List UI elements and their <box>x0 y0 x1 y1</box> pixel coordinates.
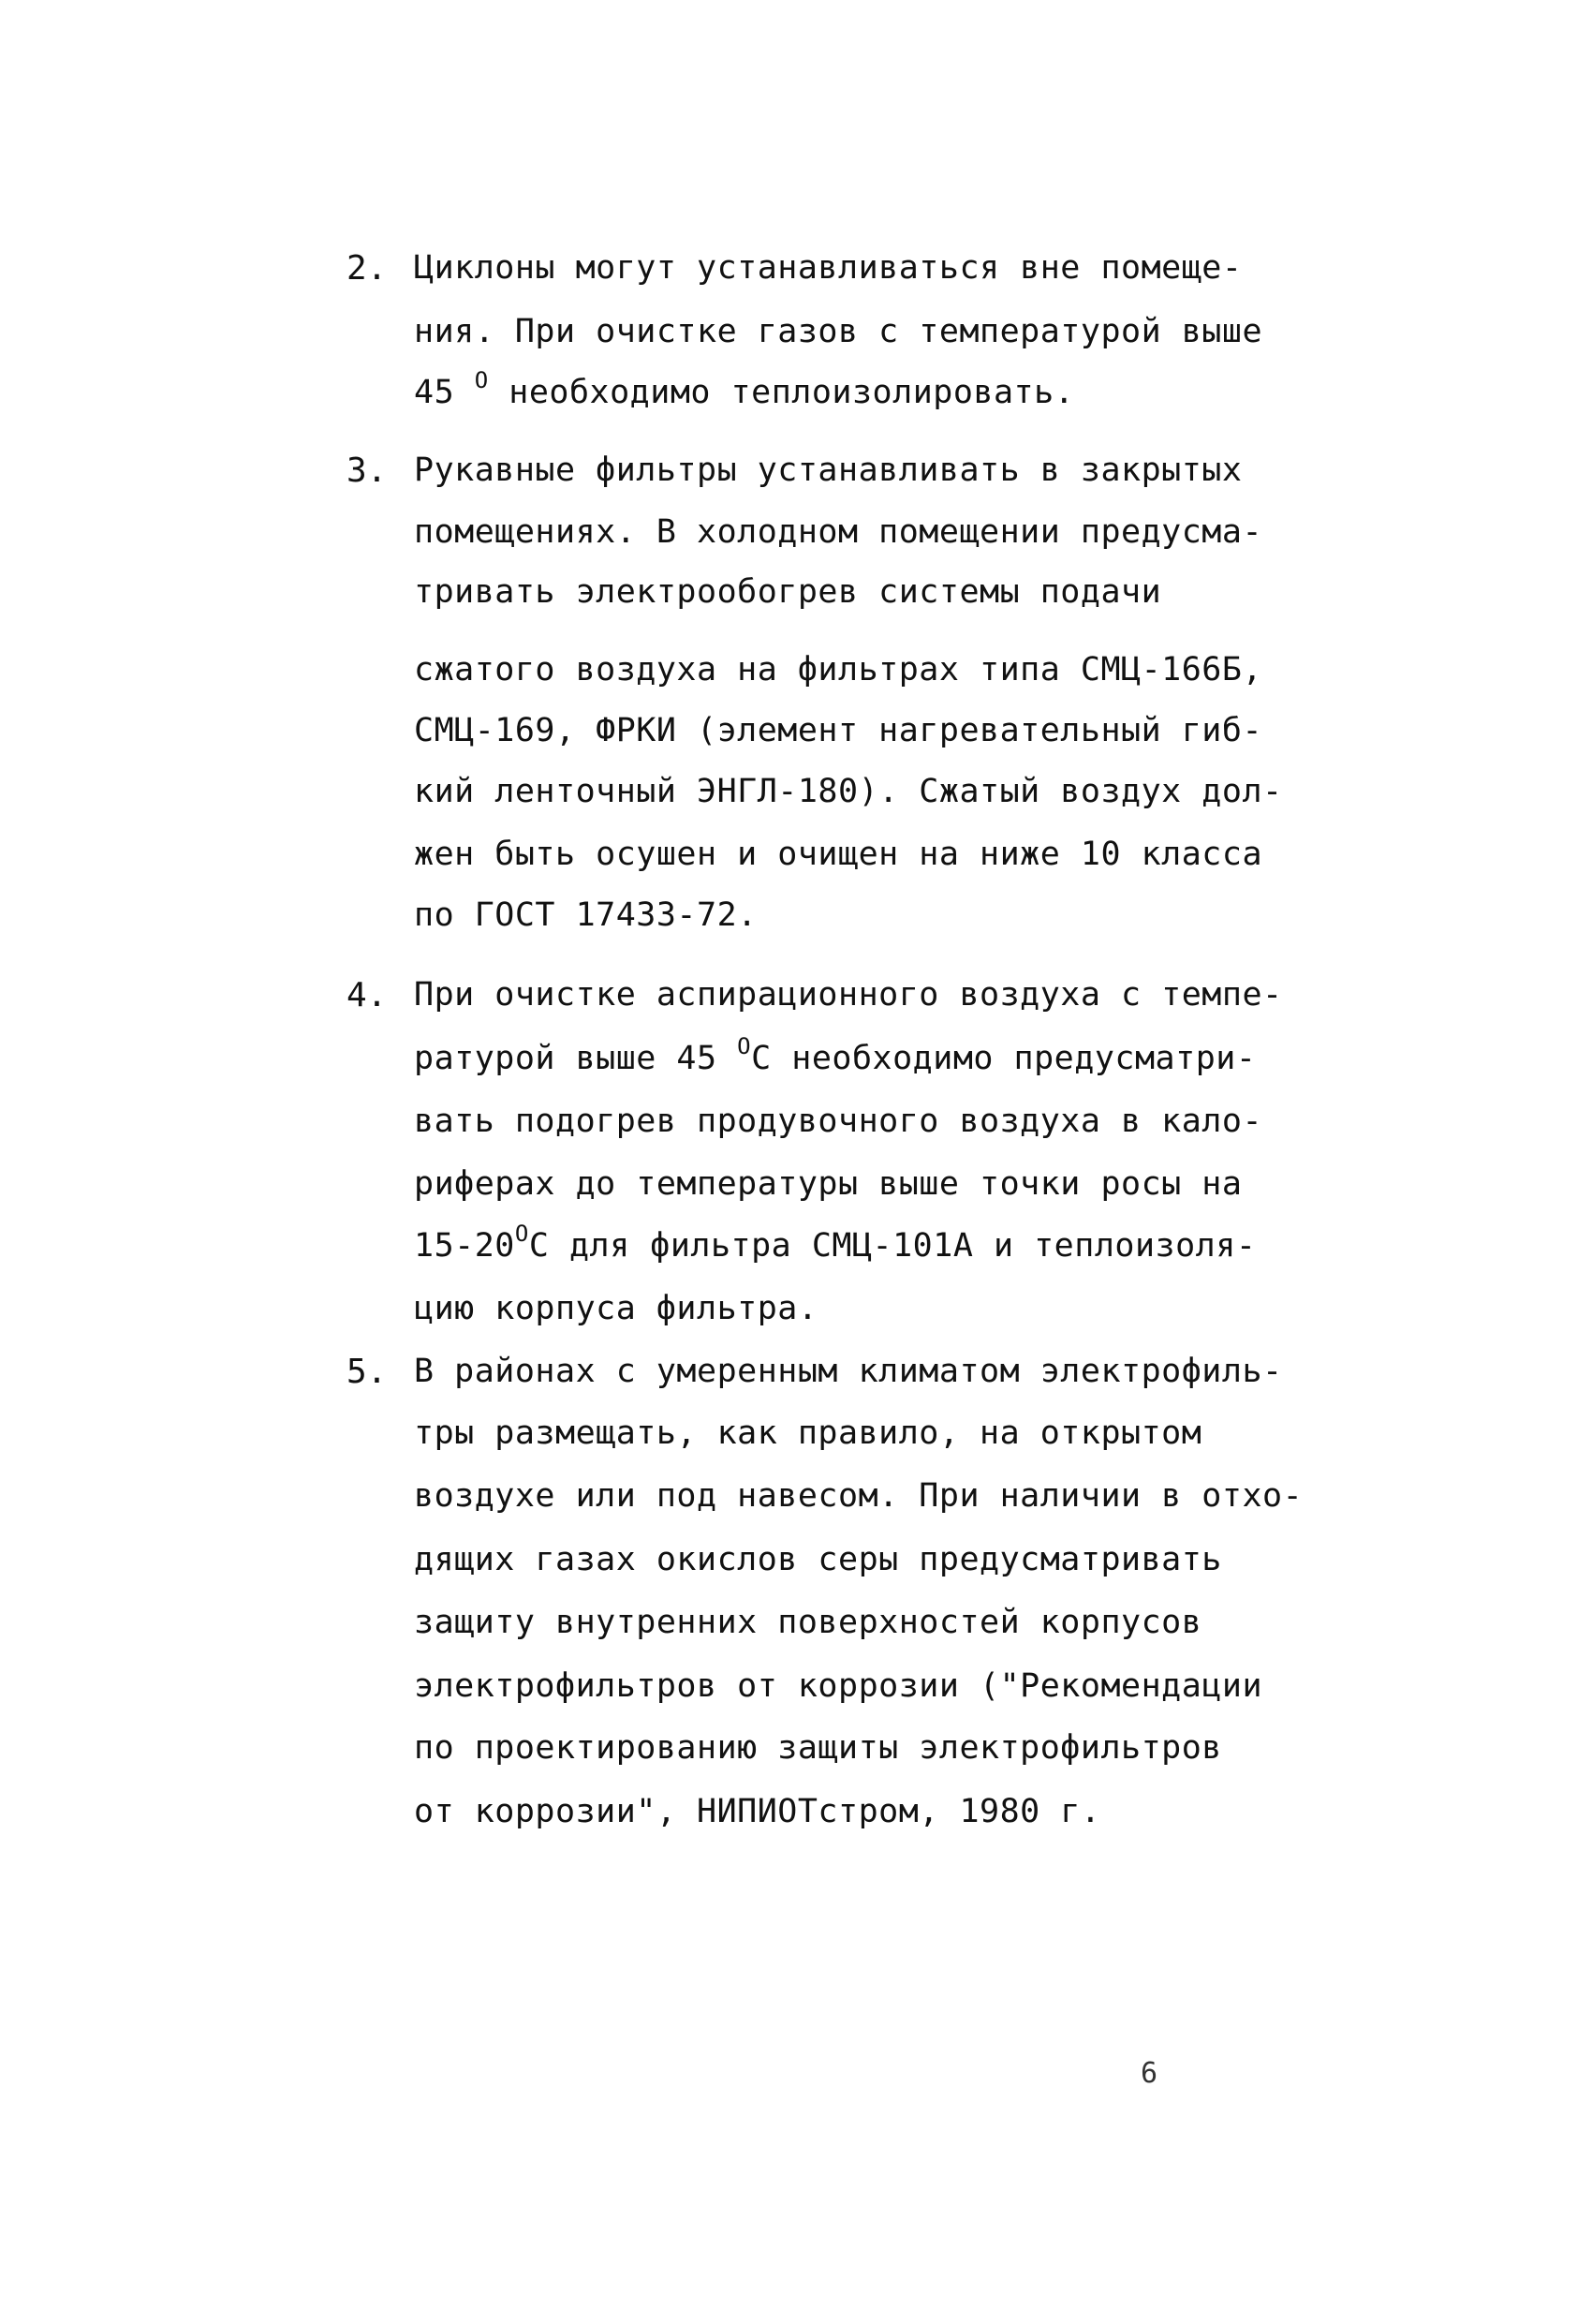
text-line: сжатого воздуха на фильтрах типа СМЦ-166Б, <box>414 651 1263 688</box>
text-line: СМЦ-169, ФРКИ (элемент нагревательный гиб- <box>414 712 1263 749</box>
text-line: защиту внутренних поверхностей корпусов <box>414 1604 1202 1641</box>
text-line: ния. При очистке газов с температурой выше <box>414 313 1263 350</box>
degree-mark: О <box>514 1221 529 1247</box>
item-number: 4. <box>346 976 388 1014</box>
text-fragment: 15-20 <box>414 1227 515 1265</box>
text-line: При очистке аспирационного воздуха с темпе- <box>414 976 1283 1014</box>
item-number: 5. <box>346 1353 388 1391</box>
degree-mark: О <box>737 1033 752 1059</box>
text-fragment: 45 <box>414 374 475 411</box>
text-fragment: ратурой выше 45 <box>414 1040 738 1077</box>
item-number: 2. <box>346 249 388 288</box>
text-line: воздухе или под навесом. При наличии в отхо- <box>414 1477 1304 1515</box>
text-fragment: теплоизолировать. <box>730 374 1075 411</box>
text-line <box>414 367 1075 411</box>
text-line: по проектированию защиты электрофильтров <box>414 1729 1222 1767</box>
text-line: цию корпуса фильтра. <box>414 1290 818 1327</box>
text-line: риферах до температуры выше точки росы на <box>414 1165 1243 1203</box>
text-fragment: С необходимо предусматри- <box>751 1040 1257 1077</box>
text-line: помещениях. В холодном помещении предусма- <box>414 513 1263 551</box>
text-line: по ГОСТ 17433-72. <box>414 896 758 934</box>
text-line: кий ленточный ЭНГЛ-180). Сжатый воздух дол- <box>414 773 1283 810</box>
text-line: Рукавные фильтры устанавливать в закрытых <box>414 451 1243 489</box>
page-number: 6 <box>1141 2057 1158 2090</box>
text-fragment: необходимо <box>509 374 711 411</box>
text-line: тривать электрообогрев системы подачи <box>414 573 1162 611</box>
text-line: электрофильтров от коррозии ("Рекомендации <box>414 1667 1263 1705</box>
text-line <box>414 1221 1257 1265</box>
text-line: тры размещать, как правило, на открытом <box>414 1414 1202 1452</box>
text-line: от коррозии", НИПИОТстром, 1980 г. <box>414 1793 1101 1830</box>
text-line: дящих газах окислов серы предусматривать <box>414 1541 1222 1578</box>
text-fragment: С для фильтра СМЦ-101А и теплоизоля- <box>528 1227 1257 1265</box>
text-line: жен быть осушен и очищен на ниже 10 класса <box>414 836 1263 873</box>
item-number: 3. <box>346 451 388 490</box>
text-line: Циклоны могут устанавливаться вне помеще- <box>414 249 1243 287</box>
degree-mark: О <box>474 367 489 393</box>
text-line: В районах с умеренным климатом электрофиль- <box>414 1353 1283 1390</box>
text-line <box>414 1033 1257 1077</box>
text-line: вать подогрев продувочного воздуха в кало- <box>414 1103 1263 1140</box>
